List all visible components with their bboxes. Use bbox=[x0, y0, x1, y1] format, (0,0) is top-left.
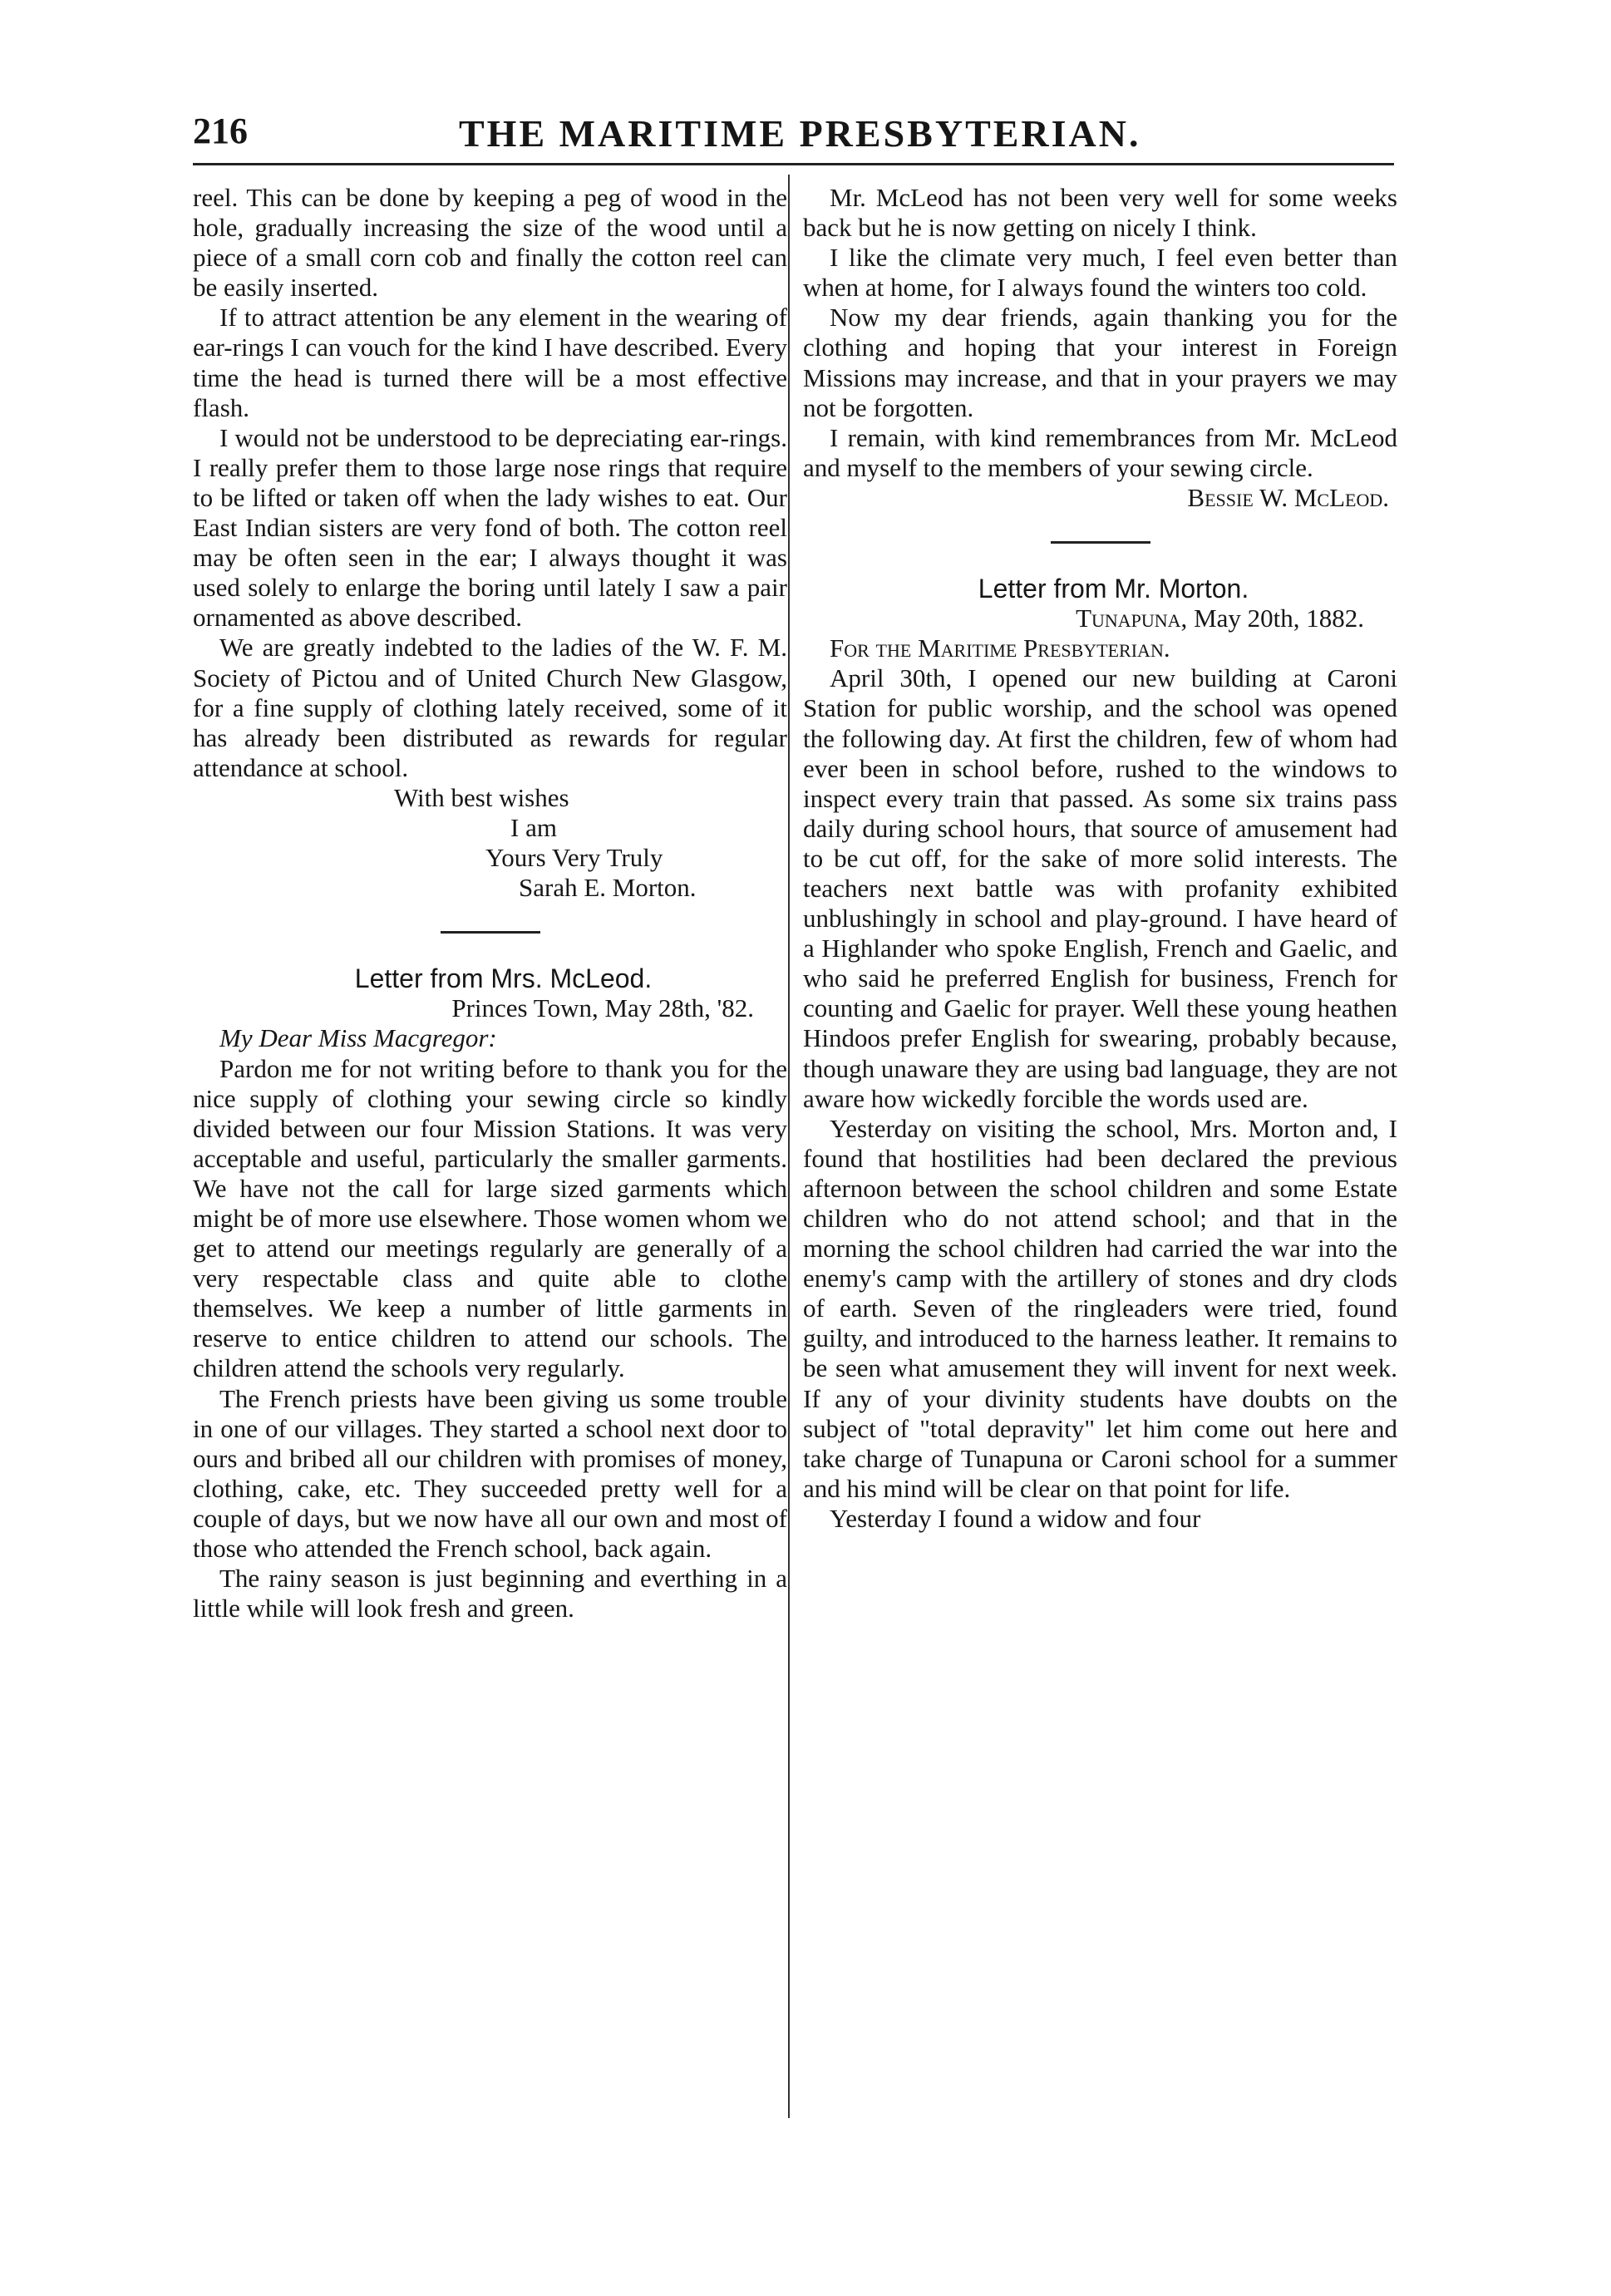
dateline-tunapuna bbox=[803, 604, 1397, 633]
closing-wishes: With best wishes bbox=[394, 782, 569, 812]
body-paragraph: I remain, with kind remembrances from Mr. McLeod and myself to the members of your sewing circle. bbox=[803, 422, 1397, 482]
page-number: 216 bbox=[193, 111, 248, 151]
dateline-princes-town: Princes Town, May 28th, '82. bbox=[451, 993, 754, 1023]
page-header bbox=[193, 90, 1394, 156]
section-rule bbox=[1051, 541, 1150, 544]
body-paragraph: Mr. McLeod has not been very well for some weeks back but he is now getting on nicely I think. bbox=[803, 183, 1397, 243]
body-paragraph: If to attract attention be any element in the wearing of ear-rings I can vouch for the kind I have described. Every time the head is turned there will be a most effective flash. bbox=[193, 303, 787, 422]
right-column bbox=[803, 183, 1397, 1534]
running-title: THE MARITIME PRESBYTERIAN. bbox=[459, 112, 1141, 155]
letter-heading-mrs-mcleod: Letter from Mrs. McLeod. bbox=[354, 963, 653, 994]
body-paragraph: Yesterday on visiting the school, Mrs. Morton and, I found that hostilities had been declared the previous afternoon between the school children and some Estate children who do not attend school; and that in the morning the school children had carried the war into the enemy's camp with the artillery of stones and dry clods of earth. Seven of the ringleaders were tried, found guilty, and introduced to the harness leather. It remains to be seen what amusement they will invent for next week. If any of your divinity students have doubts on the subject of "total depravity" let him come out here and take charge of Tunapuna or Caroni school for a summer and his mind will be clear on that point for life. bbox=[803, 1113, 1397, 1503]
body-paragraph: Now my dear friends, again thanking you for the clothing and hoping that your interest in Foreign Missions may increase, and that in your prayers we may not be forgotten. bbox=[803, 303, 1397, 422]
closing-i-am: I am bbox=[510, 812, 557, 842]
salutation: My Dear Miss Macgregor: bbox=[219, 1023, 497, 1053]
closing-yours: Yours Very Truly bbox=[485, 843, 663, 873]
dateline-date: May 20th, 1882. bbox=[1194, 604, 1364, 633]
body-paragraph: The rainy season is just beginning and everthing in a little while will look fresh and green. bbox=[193, 1564, 787, 1623]
section-rule bbox=[441, 931, 540, 934]
body-paragraph: Yesterday I found a widow and four bbox=[830, 1503, 1201, 1533]
left-column bbox=[193, 183, 787, 1623]
body-paragraph: reel. This can be done by keeping a peg of wood in the hole, gradually increasing the size of the wood until a piece of a small corn cob and finally the cotton reel can be easily inserted. bbox=[193, 183, 787, 303]
signature-bessie-mcleod: Bessie W. McLeod. bbox=[1187, 482, 1389, 512]
body-paragraph: April 30th, I opened our new building at Caroni Station for public worship, and the school was opened the following day. At first the children, few of whom had ever been in school before, rushed to the windows to inspect every train that passed. As some six trains pass daily during school hours, that source of amusement had to be cut off, for the sake of more solid interests. The teachers next battle was with profanity exhibited unblushingly in school and play-ground. I have heard of a Highlander who spoke English, French and Gaelic, and who said he preferred English for business, French for counting and Gaelic for prayer. Well these young heathen Hindoos prefer English for swearing, probably because, though unaware they are using bad language, they are not aware how wickedly forcible the words used are. bbox=[803, 663, 1397, 1113]
for-line: For the Maritime Presbyterian. bbox=[830, 633, 1170, 663]
body-paragraph: I would not be understood to be depreciating ear-rings. I really prefer them to those large nose rings that require to be lifted or taken off when the lady wishes to eat. Our East Indian sisters are very fond of both. The cotton reel may be often seen in the ear; I always thought it was used solely to enlarge the boring until lately I saw a pair ornamented as above described. bbox=[193, 422, 787, 633]
dateline-place: Tunapuna, bbox=[1076, 604, 1188, 633]
body-paragraph: I like the climate very much, I feel even better than when at home, for I always found the winters too cold. bbox=[803, 243, 1397, 303]
column-divider bbox=[788, 175, 790, 2118]
body-paragraph: The French priests have been giving us some trouble in one of our villages. They started a school next door to ours and bribed all our children with promises of money, clothing, cake, etc. They succeeded pretty well for a couple of days, but we now have all our own and most of those who attended the French school, back again. bbox=[193, 1383, 787, 1564]
body-paragraph: Pardon me for not writing before to thank you for the nice supply of clothing your sewing circle so kindly divided between our four Mission Stations. It was very acceptable and useful, particularly the smaller garments. We have not the call for large sized garments which might be of more use elsewhere. Those women whom we get to attend our meetings regularly are generally of a very respectable class and quite able to clothe themselves. We keep a number of little garments in reserve to entice children to attend our schools. The children attend the schools very regularly. bbox=[193, 1053, 787, 1383]
body-paragraph: We are greatly indebted to the ladies of the W. F. M. Society of Pictou and of United Church New Glasgow, for a fine supply of clothing lately received, some of it has already been distributed as rewards for regular attendance at school. bbox=[193, 633, 787, 782]
letter-closing bbox=[193, 783, 787, 903]
signature-sarah-morton: Sarah E. Morton. bbox=[519, 873, 697, 903]
header-rule bbox=[193, 163, 1394, 165]
letter-heading-mr-morton: Letter from Mr. Morton. bbox=[978, 574, 1249, 604]
